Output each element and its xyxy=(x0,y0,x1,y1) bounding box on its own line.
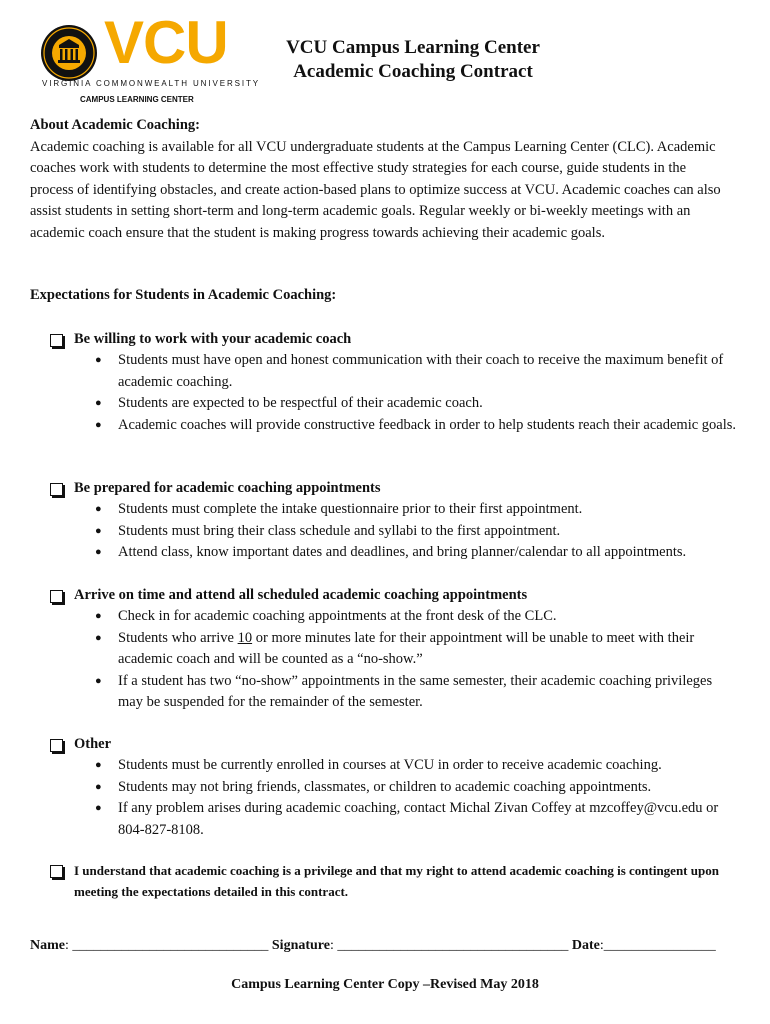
list-item: ● Students may not bring friends, classmates, or children to academic coaching appointments. xyxy=(118,777,740,798)
checkbox-icon[interactable] xyxy=(50,739,63,752)
list-item: ● Students must complete the intake questionnaire prior to their first appointment. xyxy=(118,499,740,520)
expectation-list xyxy=(50,606,740,713)
expectation-title: Be willing to work with your academic coach xyxy=(50,329,740,350)
checkbox-icon[interactable] xyxy=(50,334,63,347)
department-name: CAMPUS LEARNING CENTER xyxy=(80,95,194,104)
expectation-title: Be prepared for academic coaching appointments xyxy=(50,478,740,499)
list-item: ● If any problem arises during academic coaching, contact Michal Zivan Coffey at mzcoffey@vcu.edu or 804-827-8108. xyxy=(118,798,740,841)
list-item: ● Students are expected to be respectful of their academic coach. xyxy=(118,393,740,414)
checkbox-icon[interactable] xyxy=(50,865,63,878)
document-title xyxy=(268,36,558,84)
name-label: Name xyxy=(30,938,65,953)
signature-field[interactable]: : _________________________________ xyxy=(329,938,569,953)
footer-note: Campus Learning Center Copy –Revised May 2018 xyxy=(231,977,539,992)
vcu-logo xyxy=(38,9,260,106)
expectation-section xyxy=(50,585,740,713)
expectations-heading: Expectations for Students in Academic Coaching: xyxy=(30,287,337,303)
expectation-section xyxy=(50,329,740,436)
expectation-list xyxy=(50,499,740,563)
university-seal-icon xyxy=(40,24,98,82)
expectation-title: Other xyxy=(50,734,740,755)
agreement-statement: I understand that academic coaching is a privilege and that my right to attend academic coaching is contingent upon meeting the expectations detailed in this contract. xyxy=(50,860,740,903)
name-field[interactable]: : ____________________________ xyxy=(65,938,269,953)
list-item: ● If a student has two “no-show” appointments in the same semester, their academic coaching privileges may be suspended for the remainder of the semester. xyxy=(118,671,740,714)
about-paragraph xyxy=(30,137,730,244)
list-item: ● Students must have open and honest communication with their coach to receive the maximum benefit of academic coaching. xyxy=(118,350,740,393)
expectation-list xyxy=(50,350,740,436)
date-field[interactable]: :________________ xyxy=(599,938,716,953)
about-heading: About Academic Coaching: xyxy=(30,117,200,133)
date-label: Date xyxy=(571,938,600,953)
vcu-wordmark: VCU xyxy=(104,9,228,76)
university-name: VIRGINIA COMMONWEALTH UNIVERSITY xyxy=(42,79,260,88)
title-line-1: VCU Campus Learning Center xyxy=(286,37,540,58)
expectation-section xyxy=(50,734,740,841)
checkbox-icon[interactable] xyxy=(50,590,63,603)
signature-label: Signature xyxy=(271,938,330,953)
about-body: Academic coaching is available for all VCU undergraduate students at the Campus Learning Center (CLC). Academic coaches work with students to determine the most effective study strategies for each course, guide students in the process of identifying obstacles, and create action-based plans to optimize success at VCU. Academic coaches can also assist students in setting short-term and long-term academic goals. Regular weekly or bi-weekly meetings with an academic coach ensure that the student is making progress towards achieving their academic goals. xyxy=(30,139,721,241)
list-item: ● Check in for academic coaching appointments at the front desk of the CLC. xyxy=(118,606,740,627)
list-item: ● Students must be currently enrolled in courses at VCU in order to receive academic coaching. xyxy=(118,755,740,776)
list-item: ● Students who arrive 10 or more minutes late for their appointment will be unable to meet with their academic coach and will be counted as a “no-show.” xyxy=(118,628,740,671)
signature-line xyxy=(30,938,716,954)
checkbox-icon[interactable] xyxy=(50,483,63,496)
list-item: ● Academic coaches will provide constructive feedback in order to help students reach their academic goals. xyxy=(118,415,740,436)
title-line-2: Academic Coaching Contract xyxy=(293,61,533,82)
expectation-list xyxy=(50,755,740,841)
expectation-section xyxy=(50,478,740,564)
late-minutes-value: 10 xyxy=(237,629,253,646)
list-item: ● Students must bring their class schedule and syllabi to the first appointment. xyxy=(118,521,740,542)
expectation-title: Arrive on time and attend all scheduled academic coaching appointments xyxy=(50,585,740,606)
list-item: ● Attend class, know important dates and deadlines, and bring planner/calendar to all appointments. xyxy=(118,542,740,563)
